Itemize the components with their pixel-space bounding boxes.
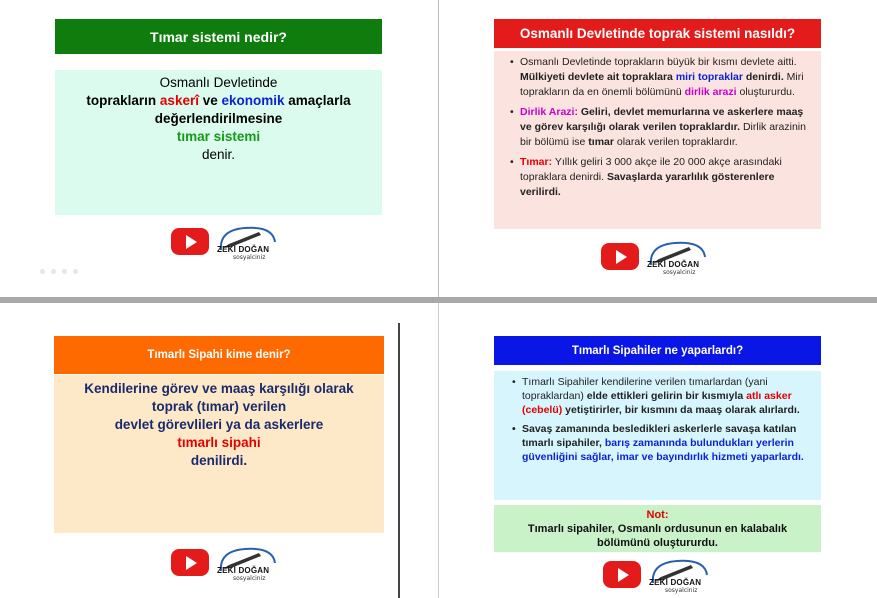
text: Mülkiyeti devlete ait topraklara bbox=[520, 71, 676, 83]
atli-asker-text: atlı asker (cebelü) bbox=[522, 390, 792, 416]
baris-zamani-text: barış zamanında bulundukları yerlerin güvenliğini sağlar, imar ve bayındırlık hizmeti yaparlardı. bbox=[522, 437, 804, 463]
slide-4-body bbox=[494, 371, 821, 500]
youtube-icon bbox=[603, 561, 641, 588]
text: olarak verilen topraklardır. bbox=[613, 136, 738, 148]
text: ve bbox=[198, 93, 222, 108]
slide-3-body bbox=[54, 375, 384, 533]
slide-2 bbox=[439, 0, 877, 297]
youtube-icon bbox=[601, 243, 639, 270]
slide-1 bbox=[0, 0, 438, 297]
text: Miri toprakların da en önemli bölümünü bbox=[520, 71, 804, 98]
text: denirdi. bbox=[742, 71, 784, 83]
text: Tımarlı Sipahiler kendilerine verilen tımarlardan (yani topraklardan) bbox=[522, 376, 768, 402]
slide-controls-icon bbox=[40, 269, 82, 275]
slide-3 bbox=[0, 303, 398, 598]
youtube-icon bbox=[171, 228, 209, 255]
slide-1-title: Tımar sistemi nedir? bbox=[55, 19, 382, 54]
timar-text: tımar bbox=[588, 136, 614, 148]
channel-logo bbox=[171, 222, 281, 262]
slide-4-note bbox=[494, 505, 821, 552]
slide-2-title: Osmanlı Devletinde toprak sistemi nasıldı? bbox=[494, 19, 821, 48]
channel-logo bbox=[171, 543, 281, 583]
channel-logo bbox=[603, 555, 713, 595]
logo-name: ZEKİ DOĞAN bbox=[649, 578, 702, 587]
slide-3-line-3: devlet görevlileri ya da askerlere bbox=[114, 417, 324, 432]
text: amaçlarla bbox=[284, 93, 351, 108]
text: Savaş zamanında besledikleri askerlerle savaşa katılan tımarlı sipahiler, bbox=[522, 423, 797, 449]
text: Osmanlı Devletinde toprakların büyük bir kısmı devlete aitti. bbox=[520, 56, 797, 68]
timar-label: Tımar: bbox=[520, 156, 553, 168]
slide-1-line-2 bbox=[55, 92, 382, 110]
text: Dirlik arazinin bir bölümü ise bbox=[520, 121, 806, 148]
slide-3-title: Tımarlı Sipahi kime denir? bbox=[54, 336, 384, 374]
slide-1-body bbox=[55, 70, 382, 215]
logo-name: ZEKİ DOĞAN bbox=[647, 260, 700, 269]
slide-4-title: Tımarlı Sipahiler ne yaparlardı? bbox=[494, 336, 821, 365]
dirlik-arazi-text: dirlik arazi bbox=[684, 86, 737, 98]
slide-2-bullet-1 bbox=[520, 55, 815, 100]
text: elde ettikleri gelirin bir kısmıyla bbox=[586, 390, 747, 402]
slide-1-line-1: Osmanlı Devletinde bbox=[159, 75, 278, 90]
slide-1-line-5: denir. bbox=[201, 147, 236, 162]
slide-1-line-3: değerlendirilmesine bbox=[154, 111, 283, 126]
logo-name: ZEKİ DOĞAN bbox=[217, 566, 270, 575]
ekonomik-text: ekonomik bbox=[221, 93, 285, 108]
slide-3-line-5: denilirdi. bbox=[190, 453, 248, 468]
text: toprakların bbox=[86, 93, 160, 108]
slide-4 bbox=[439, 303, 877, 598]
slide-2-bullet-3 bbox=[520, 155, 815, 200]
logo-sub: sosyalciniz bbox=[663, 269, 696, 276]
note-label: Not: bbox=[646, 509, 669, 521]
logo-name: ZEKİ DOĞAN bbox=[217, 245, 270, 254]
text: Savaşlarda yararlılık gösterenlere verilirdi. bbox=[520, 171, 775, 198]
youtube-icon bbox=[171, 549, 209, 576]
text: Geliri, devlet memurlarına ve askerlere maaş ve görev karşılığı olarak verilen topraklardır. bbox=[520, 106, 804, 133]
slide-4-bullet-1 bbox=[522, 375, 815, 417]
text: yetiştirirler, bir kısmını da maaş olarak alırlardı. bbox=[562, 404, 800, 416]
text: oluştururdu. bbox=[736, 86, 795, 98]
slide-1-line-4: tımar sistemi bbox=[176, 129, 261, 144]
logo-sub: sosyalciniz bbox=[233, 575, 266, 582]
slide-4-bullet-2 bbox=[522, 422, 815, 464]
text: Yıllık geliri 3 000 akçe ile 20 000 akçe arasındaki topraklara denirdi. bbox=[520, 156, 782, 183]
vertical-divider-bottom bbox=[398, 323, 400, 598]
askeri-text: askerî bbox=[159, 93, 199, 108]
slide-2-body bbox=[494, 51, 821, 229]
slide-3-line-4: tımarlı sipahi bbox=[177, 435, 261, 450]
slide-3-line-2: toprak (tımar) verilen bbox=[151, 399, 287, 414]
logo-sub: sosyalciniz bbox=[665, 587, 698, 594]
note-text: Tımarlı sipahiler, Osmanlı ordusunun en kalabalık bölümünü oluştururdu. bbox=[527, 523, 788, 549]
slide-2-bullet-2 bbox=[520, 105, 815, 150]
channel-logo bbox=[601, 237, 711, 277]
logo-sub: sosyalciniz bbox=[233, 254, 266, 261]
slide-3-line-1: Kendilerine görev ve maaş karşılığı olarak bbox=[84, 381, 354, 396]
dirlik-arazi-label: Dirlik Arazi: bbox=[520, 106, 578, 118]
miri-topraklar-text: miri topraklar bbox=[675, 71, 743, 83]
